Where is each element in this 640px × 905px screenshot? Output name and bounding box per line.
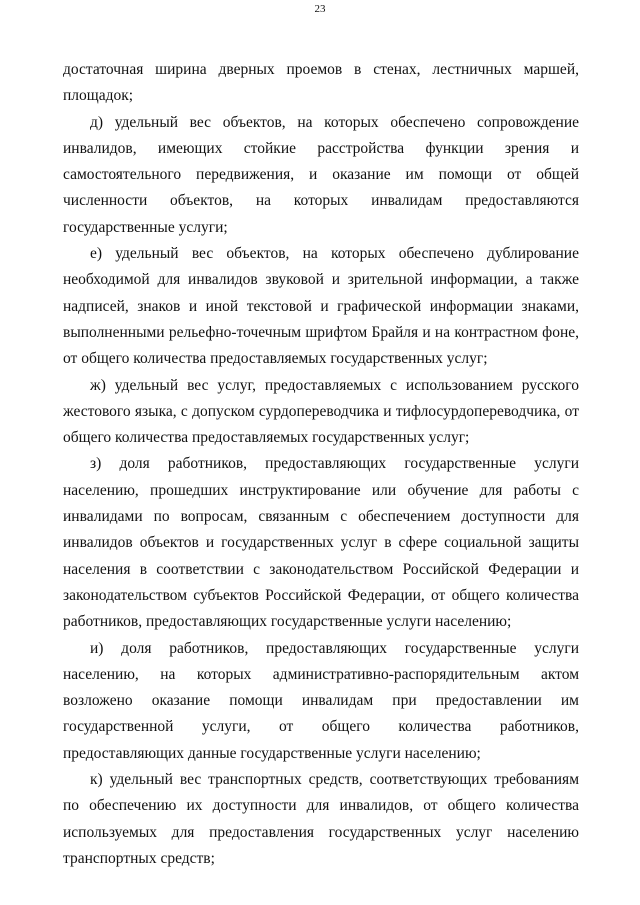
paragraph-item-i: и) доля работников, предоставляющих государственные услуги населению, на которых административно-распорядительным актом возложено оказание помощи инвалидам при предоставлении им государственной услуги, от общего количества работников, предоставляющих данные государственные услуги населению; — [63, 639, 579, 762]
page-number: 23 — [314, 3, 326, 15]
paragraph-continuation: достаточная ширина дверных проемов в стенах, лестничных маршей, площадок; — [63, 61, 579, 105]
paragraph-item-zh: ж) удельный вес услуг, предоставляемых с использованием русского жестового языка, с допуском сурдопереводчика и тифлосурдопереводчика, от общего количества предоставляемых государственных услуг; — [63, 376, 579, 447]
paragraph-item-e: е) удельный вес объектов, на которых обеспечено дублирование необходимой для инвалидов звуковой и зрительной информации, а также надписей, знаков и иной текстовой и графической информации знаками, выполненными рельефно-точечным шрифтом Брайля и на контрастном фоне, от общего количества предоставляемых государственных услуг; — [63, 245, 579, 368]
document-body — [63, 57, 579, 872]
paragraph-item-z: з) доля работников, предоставляющих государственные услуги населению, прошедших инструктирование или обучение для работы с инвалидами по вопросам, связанным с обеспечением доступности для инвалидов объектов и государственных услуг в сфере социальной защиты населения в соответствии с законодательством Российской Федерации и законодательством субъектов Российской Федерации, от общего количества работников, предоставляющих государственные услуги населению; — [63, 455, 579, 631]
paragraph-item-d: д) удельный вес объектов, на которых обеспечено сопровождение инвалидов, имеющих стойкие расстройства функции зрения и самостоятельного передвижения, и оказание им помощи от общей численности объектов, на которых инвалидам предоставляются государственные услуги; — [63, 113, 579, 236]
paragraph-item-k: к) удельный вес транспортных средств, соответствующих требованиям по обеспечению их доступности для инвалидов, от общего количества используемых для предоставления государственных услуг населению транспортных средств; — [63, 771, 579, 867]
